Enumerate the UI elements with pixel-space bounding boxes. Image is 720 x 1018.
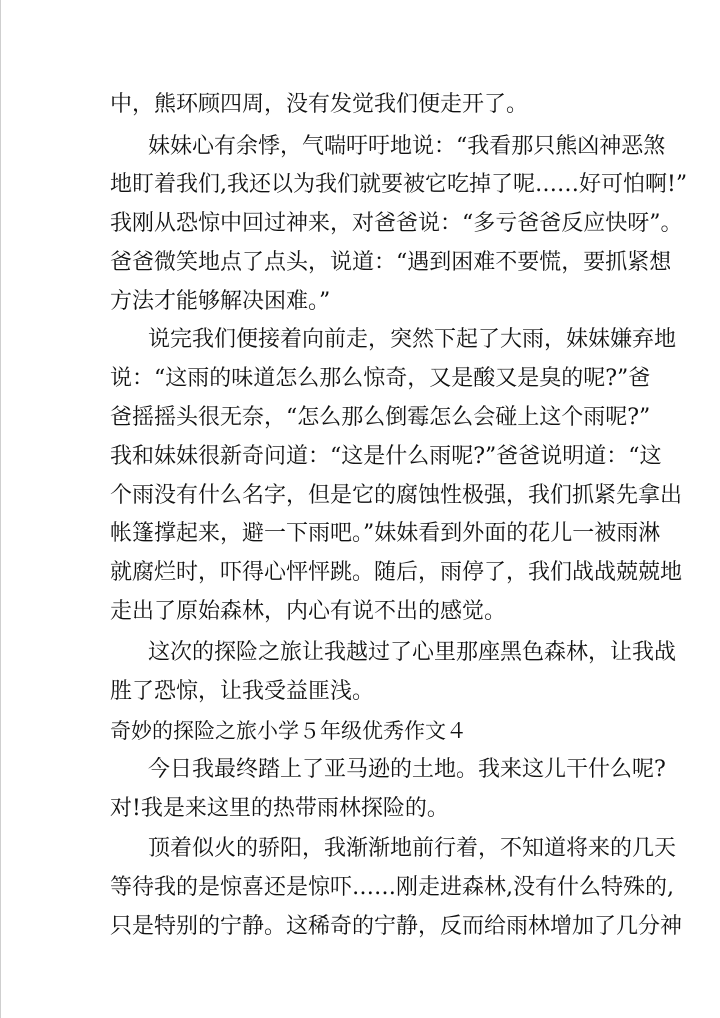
text-line: 妹妹心有余悸，气喘吁吁地说：“我看那只熊凶神恶煞 <box>148 134 666 159</box>
text-line: 今日我最终踏上了亚马逊的土地。我来这儿干什么呢? <box>148 757 666 782</box>
text-line: 爸爸微笑地点了点头，说道：“遇到困难不要慌，要抓紧想 <box>110 250 672 275</box>
text-line: 等待我的是惊喜还是惊吓……刚走进森林,没有什么特殊的, <box>110 875 674 900</box>
text-line: 说：“这雨的味道怎么那么惊奇，又是酸又是臭的呢?”爸 <box>110 366 651 391</box>
text-line: 我和妹妹很新奇问道：“这是什么雨呢?”爸爸说明道：“这 <box>110 444 662 469</box>
text-line: 方法才能够解决困难。” <box>110 289 331 314</box>
text-line: 只是特别的宁静。这稀奇的宁静，反而给雨林增加了几分神 <box>110 914 683 939</box>
text-line: 说完我们便接着向前走，突然下起了大雨，妹妹嫌弃地 <box>148 327 677 352</box>
text-line: 顶着似火的骄阳，我渐渐地前行着，不知道将来的几天 <box>148 836 677 861</box>
text-line: 对!我是来这里的热带雨林探险的。 <box>110 796 449 821</box>
page-left-edge <box>0 0 1 1018</box>
text-line: 胜了恐惊，让我受益匪浅。 <box>110 679 375 704</box>
text-line: 走出了原始森林，内心有说不出的感觉。 <box>110 599 507 624</box>
text-line: 我刚从恐惊中回过神来，对爸爸说：“多亏爸爸反应快呀”。 <box>110 211 683 236</box>
text-line: 地盯着我们,我还以为我们就要被它吃掉了呢……好可怕啊!” <box>110 172 688 197</box>
text-line: 爸摇摇头很无奈，“怎么那么倒霉怎么会碰上这个雨呢?” <box>110 405 651 430</box>
text-line: 个雨没有什么名字，但是它的腐蚀性极强，我们抓紧先拿出 <box>110 483 683 508</box>
text-line: 就腐烂时，吓得心怦怦跳。随后，雨停了，我们战战兢兢地 <box>110 560 683 585</box>
section-title: 奇妙的探险之旅小学５年级优秀作文４ <box>110 719 467 743</box>
text-line: 中，熊环顾四周，没有发觉我们便走开了。 <box>110 92 529 117</box>
text-line: 帐篷撑起来，避一下雨吧。”妹妹看到外面的花儿一被雨淋 <box>110 521 661 546</box>
text-line: 这次的探险之旅让我越过了心里那座黑色森林，让我战 <box>148 640 677 665</box>
